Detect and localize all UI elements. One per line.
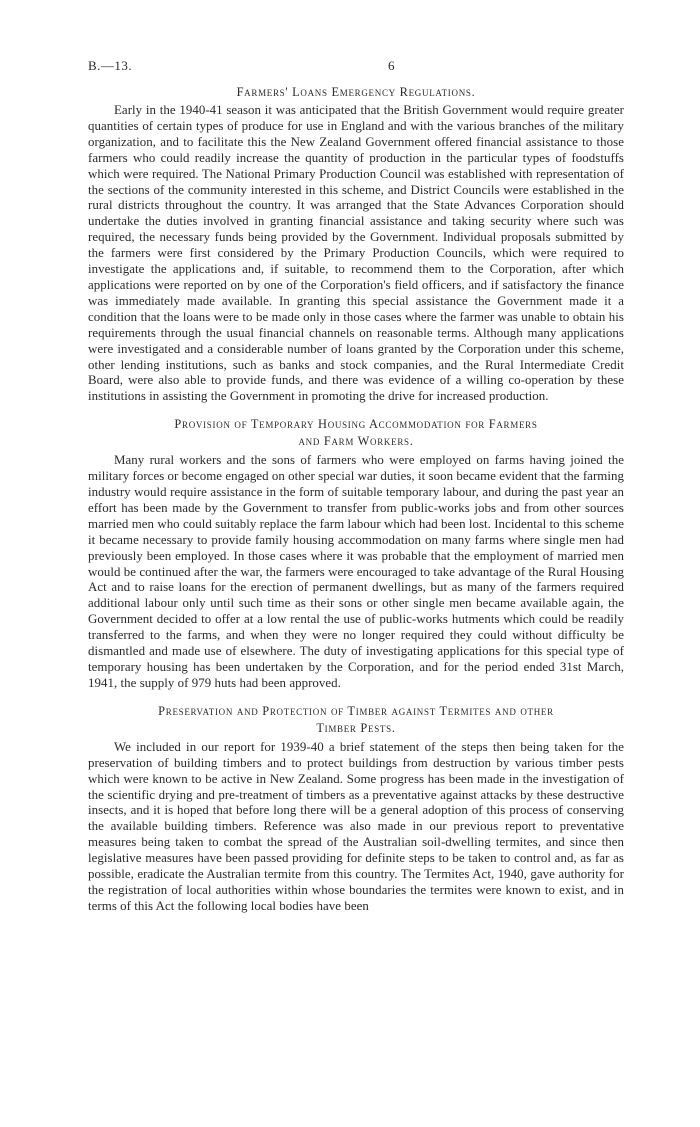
page-number: 6	[388, 58, 395, 73]
document-reference: B.—13.	[88, 58, 133, 73]
section-heading	[88, 703, 624, 737]
section-timber-preservation	[88, 703, 624, 915]
section-heading-line1: Preservation and Protection of Timber against Termites and other	[158, 703, 554, 718]
section-heading: Farmers' Loans Emergency Regulations.	[236, 85, 476, 99]
section-farmers-loans	[88, 84, 624, 405]
section-paragraph: We included in our report for 1939-40 a brief statement of the steps then being taken for the preservation of building timbers and to protect buildings from destruction by various timber pests which were known to be active in New Zealand. Some progress has been made in the investigation of the scientific drying and pre-treatment of timbers as a preventative against attacks by these destructive insects, and it is hoped that before long there will be a general adoption of this process of conserving the available building timbers. Reference was also made in our previous report to preventative measures being taken to combat the spread of the Australian soil-dwelling termites, and since then legislative measures have been passed providing for definite steps to be taken to control and, as far as possible, eradicate the Australian termite from this country. The Termites Act, 1940, gave authority for the registration of local authorities within whose boundaries the termites were known to exist, and in terms of this Act the following local bodies have been	[88, 739, 624, 913]
section-paragraph: Many rural workers and the sons of farmers who were employed on farms having joined the military forces or become engaged on other special war duties, it soon became evident that the farming industry would require assistance in the form of suitable temporary labour, and during the past year an effort has been made by the Government to transfer from public-works jobs and from other sources married men who could suitably replace the farm labour which had been lost. Incidental to this scheme it became necessary to provide family housing accommodation on many farms where single men had previously been employed. In those cases where it was probable that the employment of married men would be continued after the war, the farmers were encouraged to take advantage of the Rural Housing Act and to raise loans for the erection of permanent dwellings, but as many of the farmers required additional labour only until such time as their sons or other single men became available again, the Government decided to offer at a low rental the use of public-works hutments which could be readily transferred to the farms, and when they were no longer required they could without difficulty be dismantled and made use of elsewhere. The duty of investigating applications for this special type of temporary housing has been undertaken by the Corporation, and for the period ended 31st March, 1941, the supply of 979 huts had been approved.	[88, 453, 624, 690]
section-paragraph: Early in the 1940-41 season it was anticipated that the British Government would require greater quantities of certain types of produce for use in England and with the various branches of the military organization, and to facilitate this the New Zealand Government offered financial assistance to those farmers who could readily increase the quantity of production in the particular types of foodstuffs which were required. The National Primary Production Council was established with representation of the sections of the community interested in this scheme, and District Councils were established in the rural districts throughout the country. It was arranged that the State Advances Corporation should undertake the duties involved in granting financial assistance and taking security where such was required, the necessary funds being provided by the Government. Individual proposals submitted by the farmers were first considered by the Primary Production Councils, which were required to investigate the applications and, if suitable, to recommend them to the Corporation, after which applications were reported on by one of the Corporation's field officers, and if satisfactory the finance was immediately made available. In granting this special assistance the Government made it a condition that the loans were to be made only in those cases where the farmer was unable to obtain his requirements through the usual financial channels on reasonable terms. Although many applications were investigated and a considerable number of loans granted by the Corporation under this scheme, other lending institutions, such as banks and stock companies, and the Rural Intermediate Credit Board, were also able to provide funds, and there was evidence of a willing co-operation by these institutions in assisting the Government in promoting the drive for increased production.	[88, 103, 624, 404]
section-heading-line1: Provision of Temporary Housing Accommodation for Farmers	[174, 417, 538, 432]
section-temporary-housing	[88, 416, 624, 692]
document-body	[88, 84, 624, 915]
section-heading-line2: and Farm Workers.	[298, 434, 414, 449]
section-heading-line2: Timber Pests.	[316, 720, 396, 735]
page-header	[88, 58, 612, 78]
section-heading	[88, 416, 624, 450]
